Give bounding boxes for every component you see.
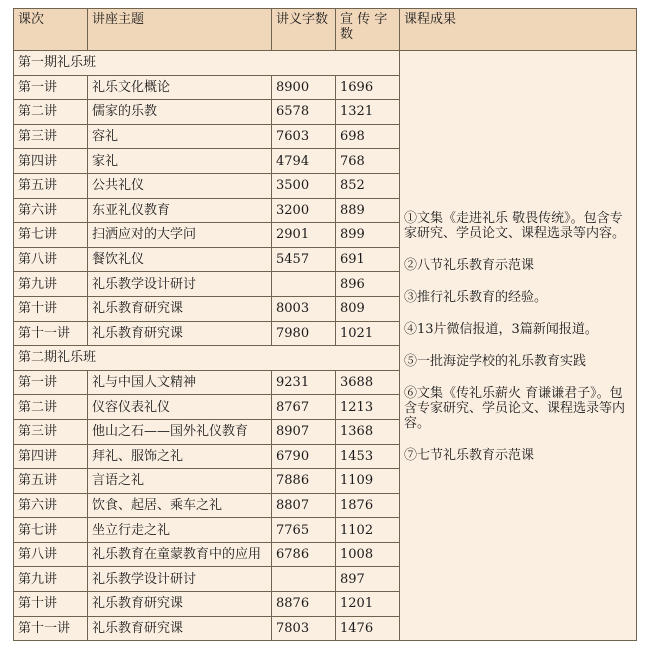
header-topic: 讲座主题	[88, 9, 272, 51]
word-count-cell: 7980	[272, 321, 336, 346]
topic-cell: 他山之石——国外礼仪教育	[88, 419, 272, 444]
session-cell: 第六讲	[14, 198, 88, 223]
topic-cell: 言语之礼	[88, 469, 272, 494]
word-count-cell: 8900	[272, 75, 336, 100]
session-cell: 第二讲	[14, 100, 88, 125]
topic-cell: 容礼	[88, 124, 272, 149]
topic-cell: 礼乐教育研究课	[88, 616, 272, 641]
header-words: 讲义字数	[272, 9, 336, 51]
topic-cell: 坐立行走之礼	[88, 518, 272, 543]
word-count-cell: 2901	[272, 223, 336, 248]
topic-cell: 东亚礼仪教育	[88, 198, 272, 223]
word-count-cell	[272, 272, 336, 297]
word-count-cell: 3500	[272, 173, 336, 198]
header-publicity: 宣 传 字数	[336, 9, 400, 51]
session-cell: 第四讲	[14, 444, 88, 469]
publicity-count-cell: 852	[336, 173, 400, 198]
topic-cell: 拜礼、服饰之礼	[88, 444, 272, 469]
word-count-cell: 6786	[272, 542, 336, 567]
word-count-cell: 7765	[272, 518, 336, 543]
session-cell: 第五讲	[14, 469, 88, 494]
session-cell: 第六讲	[14, 493, 88, 518]
topic-cell: 礼乐教育在童蒙教育中的应用	[88, 542, 272, 567]
word-count-cell: 7603	[272, 124, 336, 149]
word-count-cell: 5457	[272, 247, 336, 272]
publicity-count-cell: 1368	[336, 419, 400, 444]
publicity-count-cell: 1321	[336, 100, 400, 125]
result-item: ②八节礼乐教育示范课	[404, 258, 535, 274]
word-count-cell: 6578	[272, 100, 336, 125]
publicity-count-cell: 1102	[336, 518, 400, 543]
session-cell: 第十讲	[14, 592, 88, 617]
session-cell: 第九讲	[14, 567, 88, 592]
topic-cell: 礼乐教学设计研讨	[88, 567, 272, 592]
word-count-cell: 4794	[272, 149, 336, 174]
result-item: ⑤一批海淀学校的礼乐教育实践	[404, 354, 587, 370]
header-results: 课程成果	[400, 9, 637, 51]
publicity-count-cell: 1476	[336, 616, 400, 641]
session-cell: 第一讲	[14, 75, 88, 100]
session-cell: 第七讲	[14, 518, 88, 543]
result-item: ③推行礼乐教育的经验。	[404, 290, 548, 306]
publicity-count-cell: 1008	[336, 542, 400, 567]
section-title: 第二期礼乐班	[14, 346, 400, 371]
publicity-count-cell: 896	[336, 272, 400, 297]
session-cell: 第三讲	[14, 419, 88, 444]
course-results-cell	[400, 51, 637, 641]
section-header-row	[14, 51, 637, 76]
publicity-count-cell: 768	[336, 149, 400, 174]
session-cell: 第五讲	[14, 173, 88, 198]
word-count-cell: 8807	[272, 493, 336, 518]
result-item: ⑥文集《传礼乐薪火 育谦谦君子》。包含专家研究、学员论文、课程选录等内容。	[404, 386, 626, 432]
session-cell: 第八讲	[14, 247, 88, 272]
session-cell: 第二讲	[14, 395, 88, 420]
publicity-count-cell: 1201	[336, 592, 400, 617]
publicity-count-cell: 698	[336, 124, 400, 149]
session-cell: 第四讲	[14, 149, 88, 174]
publicity-count-cell: 809	[336, 296, 400, 321]
topic-cell: 礼乐文化概论	[88, 75, 272, 100]
topic-cell: 扫洒应对的大学问	[88, 223, 272, 248]
topic-cell: 公共礼仪	[88, 173, 272, 198]
publicity-count-cell: 1021	[336, 321, 400, 346]
publicity-count-cell: 1213	[336, 395, 400, 420]
publicity-count-cell: 1109	[336, 469, 400, 494]
course-table	[13, 8, 637, 641]
topic-cell: 礼乐教育研究课	[88, 592, 272, 617]
topic-cell: 餐饮礼仪	[88, 247, 272, 272]
session-cell: 第七讲	[14, 223, 88, 248]
publicity-count-cell: 1696	[336, 75, 400, 100]
topic-cell: 礼乐教育研究课	[88, 321, 272, 346]
session-cell: 第九讲	[14, 272, 88, 297]
publicity-count-cell: 1876	[336, 493, 400, 518]
publicity-count-cell: 889	[336, 198, 400, 223]
section-title: 第一期礼乐班	[14, 51, 400, 76]
topic-cell: 儒家的乐教	[88, 100, 272, 125]
publicity-count-cell: 691	[336, 247, 400, 272]
topic-cell: 礼与中国人文精神	[88, 370, 272, 395]
header-row	[14, 9, 637, 51]
word-count-cell: 3200	[272, 198, 336, 223]
word-count-cell	[272, 567, 336, 592]
word-count-cell: 8876	[272, 592, 336, 617]
result-item: ④13片微信报道，3篇新闻报道。	[404, 322, 598, 338]
session-cell: 第十一讲	[14, 616, 88, 641]
word-count-cell: 9231	[272, 370, 336, 395]
word-count-cell: 7886	[272, 469, 336, 494]
word-count-cell: 7803	[272, 616, 336, 641]
publicity-count-cell: 899	[336, 223, 400, 248]
word-count-cell: 8907	[272, 419, 336, 444]
topic-cell: 礼乐教学设计研讨	[88, 272, 272, 297]
word-count-cell: 8003	[272, 296, 336, 321]
topic-cell: 家礼	[88, 149, 272, 174]
topic-cell: 礼乐教育研究课	[88, 296, 272, 321]
word-count-cell: 6790	[272, 444, 336, 469]
session-cell: 第十一讲	[14, 321, 88, 346]
publicity-count-cell: 3688	[336, 370, 400, 395]
word-count-cell: 8767	[272, 395, 336, 420]
result-item: ⑦七节礼乐教育示范课	[404, 448, 535, 464]
session-cell: 第一讲	[14, 370, 88, 395]
publicity-count-cell: 897	[336, 567, 400, 592]
session-cell: 第八讲	[14, 542, 88, 567]
result-item: ①文集《走进礼乐 敬畏传统》。包含专家研究、学员论文、课程选录等内容。	[404, 211, 626, 242]
topic-cell: 仪容仪表礼仪	[88, 395, 272, 420]
session-cell: 第十讲	[14, 296, 88, 321]
topic-cell: 饮食、起居、乘车之礼	[88, 493, 272, 518]
header-session: 课次	[14, 9, 88, 51]
session-cell: 第三讲	[14, 124, 88, 149]
publicity-count-cell: 1453	[336, 444, 400, 469]
